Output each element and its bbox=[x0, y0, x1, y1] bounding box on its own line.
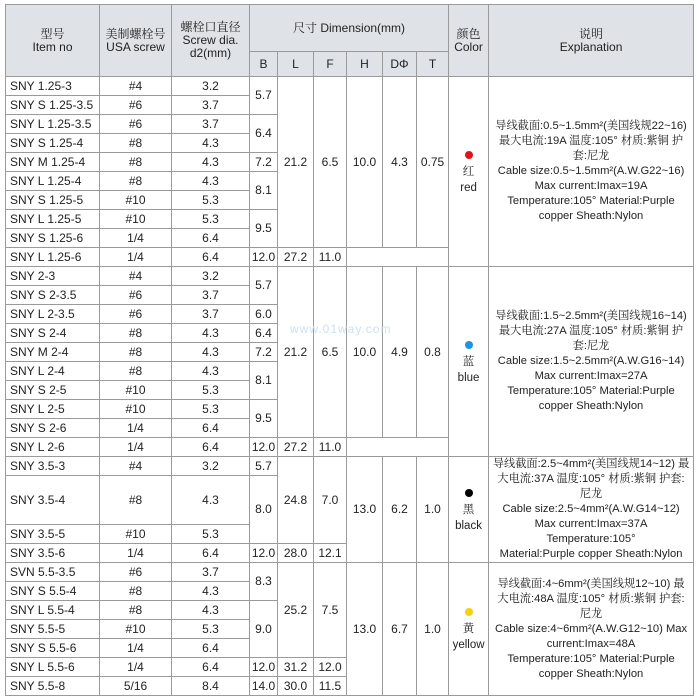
item-no-cell: SNY 3.5-6 bbox=[6, 544, 100, 563]
color-name-zh: 红 bbox=[462, 165, 475, 178]
d-cell: 4.9 bbox=[383, 267, 417, 438]
screw-dia-cell: 6.4 bbox=[172, 248, 250, 267]
usa-screw-cell: #8 bbox=[100, 134, 172, 153]
l-cell: 21.2 bbox=[278, 267, 314, 438]
item-no-cell: SNY 2-3 bbox=[6, 267, 100, 286]
item-no-cell: SNY S 2-4 bbox=[6, 324, 100, 343]
screw-dia-cell: 5.3 bbox=[172, 210, 250, 229]
h-cell: 10.0 bbox=[347, 267, 383, 438]
explanation-line: 导线截面:1.5~2.5mm²(美国线规16~14) 最大电流:27A 温度:105° 材质:紫铜 护套:尼龙 bbox=[495, 310, 687, 352]
screw-dia-cell: 5.3 bbox=[172, 525, 250, 544]
screw-dia-cell: 8.4 bbox=[172, 677, 250, 696]
t-cell: 0.8 bbox=[417, 267, 449, 438]
screw-dia-cell: 4.3 bbox=[172, 324, 250, 343]
explanation-line: Cable size:2.5~4mm²(A.W.G14~12) Max current:Imax=37A Temperature:105° bbox=[502, 503, 680, 545]
b-cell: 7.2 bbox=[250, 153, 278, 172]
screw-dia-cell: 3.2 bbox=[172, 77, 250, 96]
item-no-cell: SNY L 2-3.5 bbox=[6, 305, 100, 324]
item-no-cell: SNY S 1.25-6 bbox=[6, 229, 100, 248]
usa-screw-cell: #10 bbox=[100, 210, 172, 229]
screw-dia-cell: 5.3 bbox=[172, 381, 250, 400]
usa-screw-cell: 5/16 bbox=[100, 677, 172, 696]
color-name-zh: 黑 bbox=[462, 503, 475, 516]
b-cell: 6.4 bbox=[250, 324, 278, 343]
usa-screw-cell: #8 bbox=[100, 343, 172, 362]
screw-dia-cell: 4.3 bbox=[172, 362, 250, 381]
usa-screw-cell: #4 bbox=[100, 457, 172, 476]
item-no-cell: SNY L 2-5 bbox=[6, 400, 100, 419]
color-name-en: red bbox=[460, 181, 477, 194]
table-row bbox=[6, 267, 694, 286]
usa-screw-cell: #10 bbox=[100, 525, 172, 544]
screw-dia-cell: 6.4 bbox=[172, 658, 250, 677]
usa-screw-cell: #8 bbox=[100, 476, 172, 525]
table-row bbox=[6, 77, 694, 96]
t-cell: 1.0 bbox=[417, 457, 449, 563]
b-cell: 5.7 bbox=[250, 267, 278, 305]
screw-dia-cell: 6.4 bbox=[172, 419, 250, 438]
explanation-line: Cable size:4~6mm²(A.W.G12~10) Max current:Imax=48A bbox=[494, 622, 688, 650]
d-cell: 6.7 bbox=[383, 563, 417, 696]
usa-screw-cell: 1/4 bbox=[100, 658, 172, 677]
l-cell: 28.0 bbox=[278, 544, 314, 563]
h-cell: 13.0 bbox=[347, 457, 383, 563]
screw-dia-cell: 4.3 bbox=[172, 172, 250, 191]
l-cell: 30.0 bbox=[278, 677, 314, 696]
item-no-cell: SNY 5.5-5 bbox=[6, 620, 100, 639]
item-no-cell: SNY L 1.25-6 bbox=[6, 248, 100, 267]
color-cell bbox=[449, 457, 489, 563]
col-header-h: H bbox=[347, 52, 383, 77]
color-cell bbox=[449, 77, 489, 267]
screw-dia-cell: 4.3 bbox=[172, 134, 250, 153]
table-row bbox=[6, 563, 694, 582]
usa-screw-cell: #8 bbox=[100, 601, 172, 620]
explanation-line: Cable size:1.5~2.5mm²(A.W.G16~14) Max current:Imax=27A bbox=[497, 355, 685, 382]
screw-dia-cell: 6.4 bbox=[172, 229, 250, 248]
explanation-line: Cable size:0.5~1.5mm²(A.W.G22~16) Max current:Imax=19A bbox=[497, 165, 685, 192]
usa-screw-cell: #10 bbox=[100, 191, 172, 210]
l-cell: 24.8 bbox=[278, 457, 314, 544]
item-no-cell: SNY M 2-4 bbox=[6, 343, 100, 362]
l-cell: 27.2 bbox=[278, 438, 314, 457]
usa-screw-cell: 1/4 bbox=[100, 248, 172, 267]
explanation-cell bbox=[489, 563, 694, 696]
screw-dia-cell: 4.3 bbox=[172, 476, 250, 525]
item-no-cell: SNY 3.5-3 bbox=[6, 457, 100, 476]
usa-screw-cell: #6 bbox=[100, 115, 172, 134]
color-dot-icon bbox=[465, 151, 473, 159]
h-cell: 10.0 bbox=[347, 77, 383, 248]
usa-screw-cell: #8 bbox=[100, 172, 172, 191]
b-cell: 9.5 bbox=[250, 210, 278, 248]
screw-dia-cell: 6.4 bbox=[172, 639, 250, 658]
b-cell: 8.3 bbox=[250, 563, 278, 601]
screw-dia-cell: 3.7 bbox=[172, 286, 250, 305]
usa-screw-cell: #4 bbox=[100, 267, 172, 286]
usa-screw-cell: #6 bbox=[100, 286, 172, 305]
col-header-f: F bbox=[314, 52, 347, 77]
color-cell bbox=[449, 563, 489, 696]
item-no-cell: SNY S 1.25-3.5 bbox=[6, 96, 100, 115]
l-cell: 21.2 bbox=[278, 77, 314, 248]
t-cell: 0.75 bbox=[417, 77, 449, 248]
usa-screw-cell: #8 bbox=[100, 324, 172, 343]
screw-dia-cell: 5.3 bbox=[172, 620, 250, 639]
screw-dia-cell: 3.2 bbox=[172, 457, 250, 476]
usa-screw-cell: 1/4 bbox=[100, 419, 172, 438]
color-name-en: blue bbox=[457, 371, 480, 384]
explanation-line: Temperature:105° Material:Purple copper Sheath:Nylon bbox=[507, 385, 675, 412]
screw-dia-cell: 3.7 bbox=[172, 115, 250, 134]
b-cell: 7.2 bbox=[250, 343, 278, 362]
col-header-color: 颜色 Color bbox=[449, 5, 489, 77]
item-no-cell: SNY 3.5-5 bbox=[6, 525, 100, 544]
col-header-screw-dia: 螺栓口直径 Screw dia. d2(mm) bbox=[172, 5, 250, 77]
col-header-t: T bbox=[417, 52, 449, 77]
item-no-cell: SNY M 1.25-4 bbox=[6, 153, 100, 172]
b-cell: 8.1 bbox=[250, 362, 278, 400]
screw-dia-cell: 3.2 bbox=[172, 267, 250, 286]
screw-dia-cell: 5.3 bbox=[172, 191, 250, 210]
usa-screw-cell: 1/4 bbox=[100, 438, 172, 457]
l-cell: 27.2 bbox=[278, 248, 314, 267]
screw-dia-cell: 4.3 bbox=[172, 582, 250, 601]
item-no-cell: SNY 3.5-4 bbox=[6, 476, 100, 525]
t-cell: 1.0 bbox=[417, 563, 449, 696]
f-cell: 11.5 bbox=[314, 677, 347, 696]
col-header-screw: 美制螺栓号 USA screw bbox=[100, 5, 172, 77]
screw-dia-cell: 4.3 bbox=[172, 601, 250, 620]
f-cell: 12.0 bbox=[314, 658, 347, 677]
item-no-cell: SNY S 1.25-4 bbox=[6, 134, 100, 153]
col-header-model: 型号 Item no bbox=[6, 5, 100, 77]
b-cell: 8.0 bbox=[250, 476, 278, 544]
terminal-spec-table bbox=[5, 4, 694, 696]
col-header-b: B bbox=[250, 52, 278, 77]
col-header-l: L bbox=[278, 52, 314, 77]
watermark: www.01way.com bbox=[290, 322, 392, 336]
col-header-dimension: 尺寸 Dimension(mm) bbox=[250, 5, 449, 52]
f-cell: 11.0 bbox=[314, 438, 347, 457]
color-dot-icon bbox=[465, 341, 473, 349]
item-no-cell: SNY L 2-4 bbox=[6, 362, 100, 381]
b-cell: 12.0 bbox=[250, 658, 278, 677]
b-cell: 6.0 bbox=[250, 305, 278, 324]
screw-dia-cell: 3.7 bbox=[172, 563, 250, 582]
item-no-cell: SVN 5.5-3.5 bbox=[6, 563, 100, 582]
color-dot-icon bbox=[465, 608, 473, 616]
screw-dia-cell: 5.3 bbox=[172, 400, 250, 419]
usa-screw-cell: 1/4 bbox=[100, 544, 172, 563]
f-cell: 12.1 bbox=[314, 544, 347, 563]
b-cell: 6.4 bbox=[250, 115, 278, 153]
item-no-cell: SNY L 5.5-6 bbox=[6, 658, 100, 677]
color-name-en: black bbox=[455, 519, 482, 532]
color-name-en: yellow bbox=[452, 639, 485, 651]
b-cell: 8.1 bbox=[250, 172, 278, 210]
item-no-cell: SNY S 5.5-4 bbox=[6, 582, 100, 601]
usa-screw-cell: #6 bbox=[100, 305, 172, 324]
item-no-cell: SNY 5.5-8 bbox=[6, 677, 100, 696]
item-no-cell: SNY L 5.5-4 bbox=[6, 601, 100, 620]
f-cell: 7.0 bbox=[314, 457, 347, 544]
usa-screw-cell: 1/4 bbox=[100, 639, 172, 658]
item-no-cell: SNY L 2-6 bbox=[6, 438, 100, 457]
item-no-cell: SNY S 2-3.5 bbox=[6, 286, 100, 305]
usa-screw-cell: #8 bbox=[100, 153, 172, 172]
col-header-d: DΦ bbox=[383, 52, 417, 77]
item-no-cell: SNY L 1.25-4 bbox=[6, 172, 100, 191]
b-cell: 12.0 bbox=[250, 438, 278, 457]
screw-dia-cell: 6.4 bbox=[172, 544, 250, 563]
f-cell: 6.5 bbox=[314, 77, 347, 248]
item-no-cell: SNY S 2-6 bbox=[6, 419, 100, 438]
f-cell: 6.5 bbox=[314, 267, 347, 438]
explanation-cell bbox=[489, 267, 694, 457]
item-no-cell: SNY S 2-5 bbox=[6, 381, 100, 400]
item-no-cell: SNY S 1.25-5 bbox=[6, 191, 100, 210]
explanation-line: 导线截面:4~6mm²(美国线规12~10) 最大电流:48A 温度:105° 材质:紫铜 护套:尼龙 bbox=[497, 577, 685, 620]
explanation-line: 导线截面:2.5~4mm²(美国线规14~12) 最大电流:37A 温度:105° 材质:紫铜 护套:尼龙 bbox=[492, 458, 690, 500]
b-cell: 14.0 bbox=[250, 677, 278, 696]
item-no-cell: SNY L 1.25-5 bbox=[6, 210, 100, 229]
explanation-line: Material:Purple copper Sheath:Nylon bbox=[499, 548, 683, 560]
usa-screw-cell: #10 bbox=[100, 620, 172, 639]
b-cell: 9.0 bbox=[250, 601, 278, 658]
item-no-cell: SNY 1.25-3 bbox=[6, 77, 100, 96]
item-no-cell: SNY L 1.25-3.5 bbox=[6, 115, 100, 134]
f-cell: 7.5 bbox=[314, 563, 347, 658]
color-dot-icon bbox=[465, 489, 473, 497]
explanation-cell bbox=[489, 457, 694, 563]
screw-dia-cell: 6.4 bbox=[172, 438, 250, 457]
screw-dia-cell: 4.3 bbox=[172, 153, 250, 172]
usa-screw-cell: #6 bbox=[100, 96, 172, 115]
usa-screw-cell: #6 bbox=[100, 563, 172, 582]
screw-dia-cell: 4.3 bbox=[172, 343, 250, 362]
color-name-zh: 蓝 bbox=[462, 355, 475, 368]
l-cell: 25.2 bbox=[278, 563, 314, 658]
table-row bbox=[6, 457, 694, 476]
col-header-explanation: 说明 Explanation bbox=[489, 5, 694, 77]
d-cell: 6.2 bbox=[383, 457, 417, 563]
b-cell: 9.5 bbox=[250, 400, 278, 438]
screw-dia-cell: 3.7 bbox=[172, 96, 250, 115]
usa-screw-cell: #4 bbox=[100, 77, 172, 96]
usa-screw-cell: #10 bbox=[100, 400, 172, 419]
color-cell bbox=[449, 267, 489, 457]
d-cell: 4.3 bbox=[383, 77, 417, 248]
usa-screw-cell: 1/4 bbox=[100, 229, 172, 248]
b-cell: 5.7 bbox=[250, 77, 278, 115]
usa-screw-cell: #8 bbox=[100, 362, 172, 381]
explanation-line: 导线截面:0.5~1.5mm²(美国线规22~16) 最大电流:19A 温度:105° 材质:紫铜 护套:尼龙 bbox=[495, 120, 687, 162]
screw-dia-cell: 3.7 bbox=[172, 305, 250, 324]
f-cell: 11.0 bbox=[314, 248, 347, 267]
explanation-cell bbox=[489, 77, 694, 267]
b-cell: 5.7 bbox=[250, 457, 278, 476]
explanation-line: Temperature:105° Material:Purple copper Sheath:Nylon bbox=[507, 652, 675, 680]
usa-screw-cell: #10 bbox=[100, 381, 172, 400]
b-cell: 12.0 bbox=[250, 248, 278, 267]
l-cell: 31.2 bbox=[278, 658, 314, 677]
explanation-line: Temperature:105° Material:Purple copper Sheath:Nylon bbox=[507, 195, 675, 222]
h-cell: 13.0 bbox=[347, 563, 383, 696]
usa-screw-cell: #8 bbox=[100, 582, 172, 601]
b-cell: 12.0 bbox=[250, 544, 278, 563]
item-no-cell: SNY S 5.5-6 bbox=[6, 639, 100, 658]
color-name-zh: 黄 bbox=[462, 623, 475, 635]
